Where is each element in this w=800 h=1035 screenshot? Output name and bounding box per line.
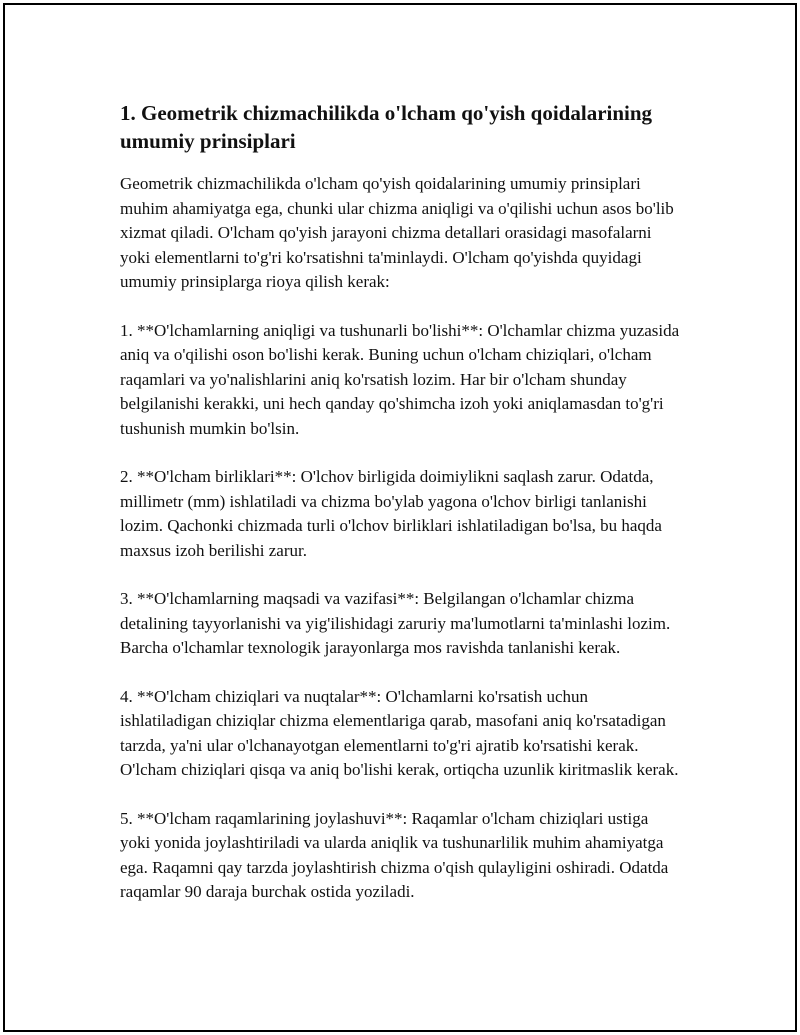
paragraph-item-5: 5. **O'lcham raqamlarining joylashuvi**: Raqamlar o'lcham chiziqlari ustiga yoki yonida joylashtiriladi va ularda aniqlik va tushunarlilik muhim ahamiyatga ega. Raqamni qay tarzda joylashtirish chizma o'qish qulayligini oshiradi. Odatda raqamlar 90 daraja burchak ostida yoziladi. <box>120 808 669 901</box>
page-frame <box>3 3 797 1032</box>
paragraph-item-1: 1. **O'lchamlarning aniqligi va tushunarli bo'lishi**: O'lchamlar chizma yuzasida aniq va o'qilishi oson bo'lishi kerak. Buning uchun o'lcham chiziqlari, o'lcham raqamlari va yo'nalishlarini aniq ko'rsatish lozim. Har bir o'lcham shunday belgilanishi kerakki, uni hech qanday qo'shimcha izoh yoki aniqlamasdan to'g'ri tushunish mumkin bo'lsin. <box>120 320 680 438</box>
paragraph-item-4: 4. **O'lcham chiziqlari va nuqtalar**: O'lchamlarni ko'rsatish uchun ishlatiladigan chiziqlar chizma elementlariga qarab, masofani aniq ko'rsatadigan tarzda, ya'ni ular o'lchanayotgan elementlarni to'g'ri ajratib ko'rsatishi kerak. O'lcham chiziqlari qisqa va aniq bo'lishi kerak, ortiqcha uzunlik kiritmaslik kerak. <box>120 686 679 779</box>
paragraph-item-3: 3. **O'lchamlarning maqsadi va vazifasi**: Belgilangan o'lchamlar chizma detalining tayyorlanishi va yig'ilishidagi zaruriy ma'lumotlarni ta'minlashi lozim. Barcha o'lchamlar texnologik jarayonlarga mos ravishda tanlanishi kerak. <box>120 589 671 657</box>
intro-paragraph: Geometrik chizmachilikda o'lcham qo'yish qoidalarining umumiy prinsiplari muhim ahamiyatga ega, chunki ular chizma aniqligi va o'qilishi uchun asos bo'lib xizmat qiladi. O'lcham qo'yish jarayoni chizma detallari orasidagi masofalarni yoki elementlarni to'g'ri ko'rsatishni ta'minlaydi. O'lcham qo'yishda quyidagi umumiy prinsiplarga rioya qilish kerak: <box>120 174 674 291</box>
document-body <box>120 99 680 929</box>
document-title: 1. Geometrik chizmachilikda o'lcham qo'yish qoidalarining umumiy prinsiplari <box>120 101 653 153</box>
paragraph-item-2: 2. **O'lcham birliklari**: O'lchov birligida doimiylikni saqlash zarur. Odatda, millimetr (mm) ishlatiladi va chizma bo'ylab yagona o'lchov birligi tanlanishi lozim. Qachonki chizmada turli o'lchov birliklari ishlatiladigan bo'lsa, bu haqda maxsus izoh berilishi zarur. <box>120 467 662 560</box>
